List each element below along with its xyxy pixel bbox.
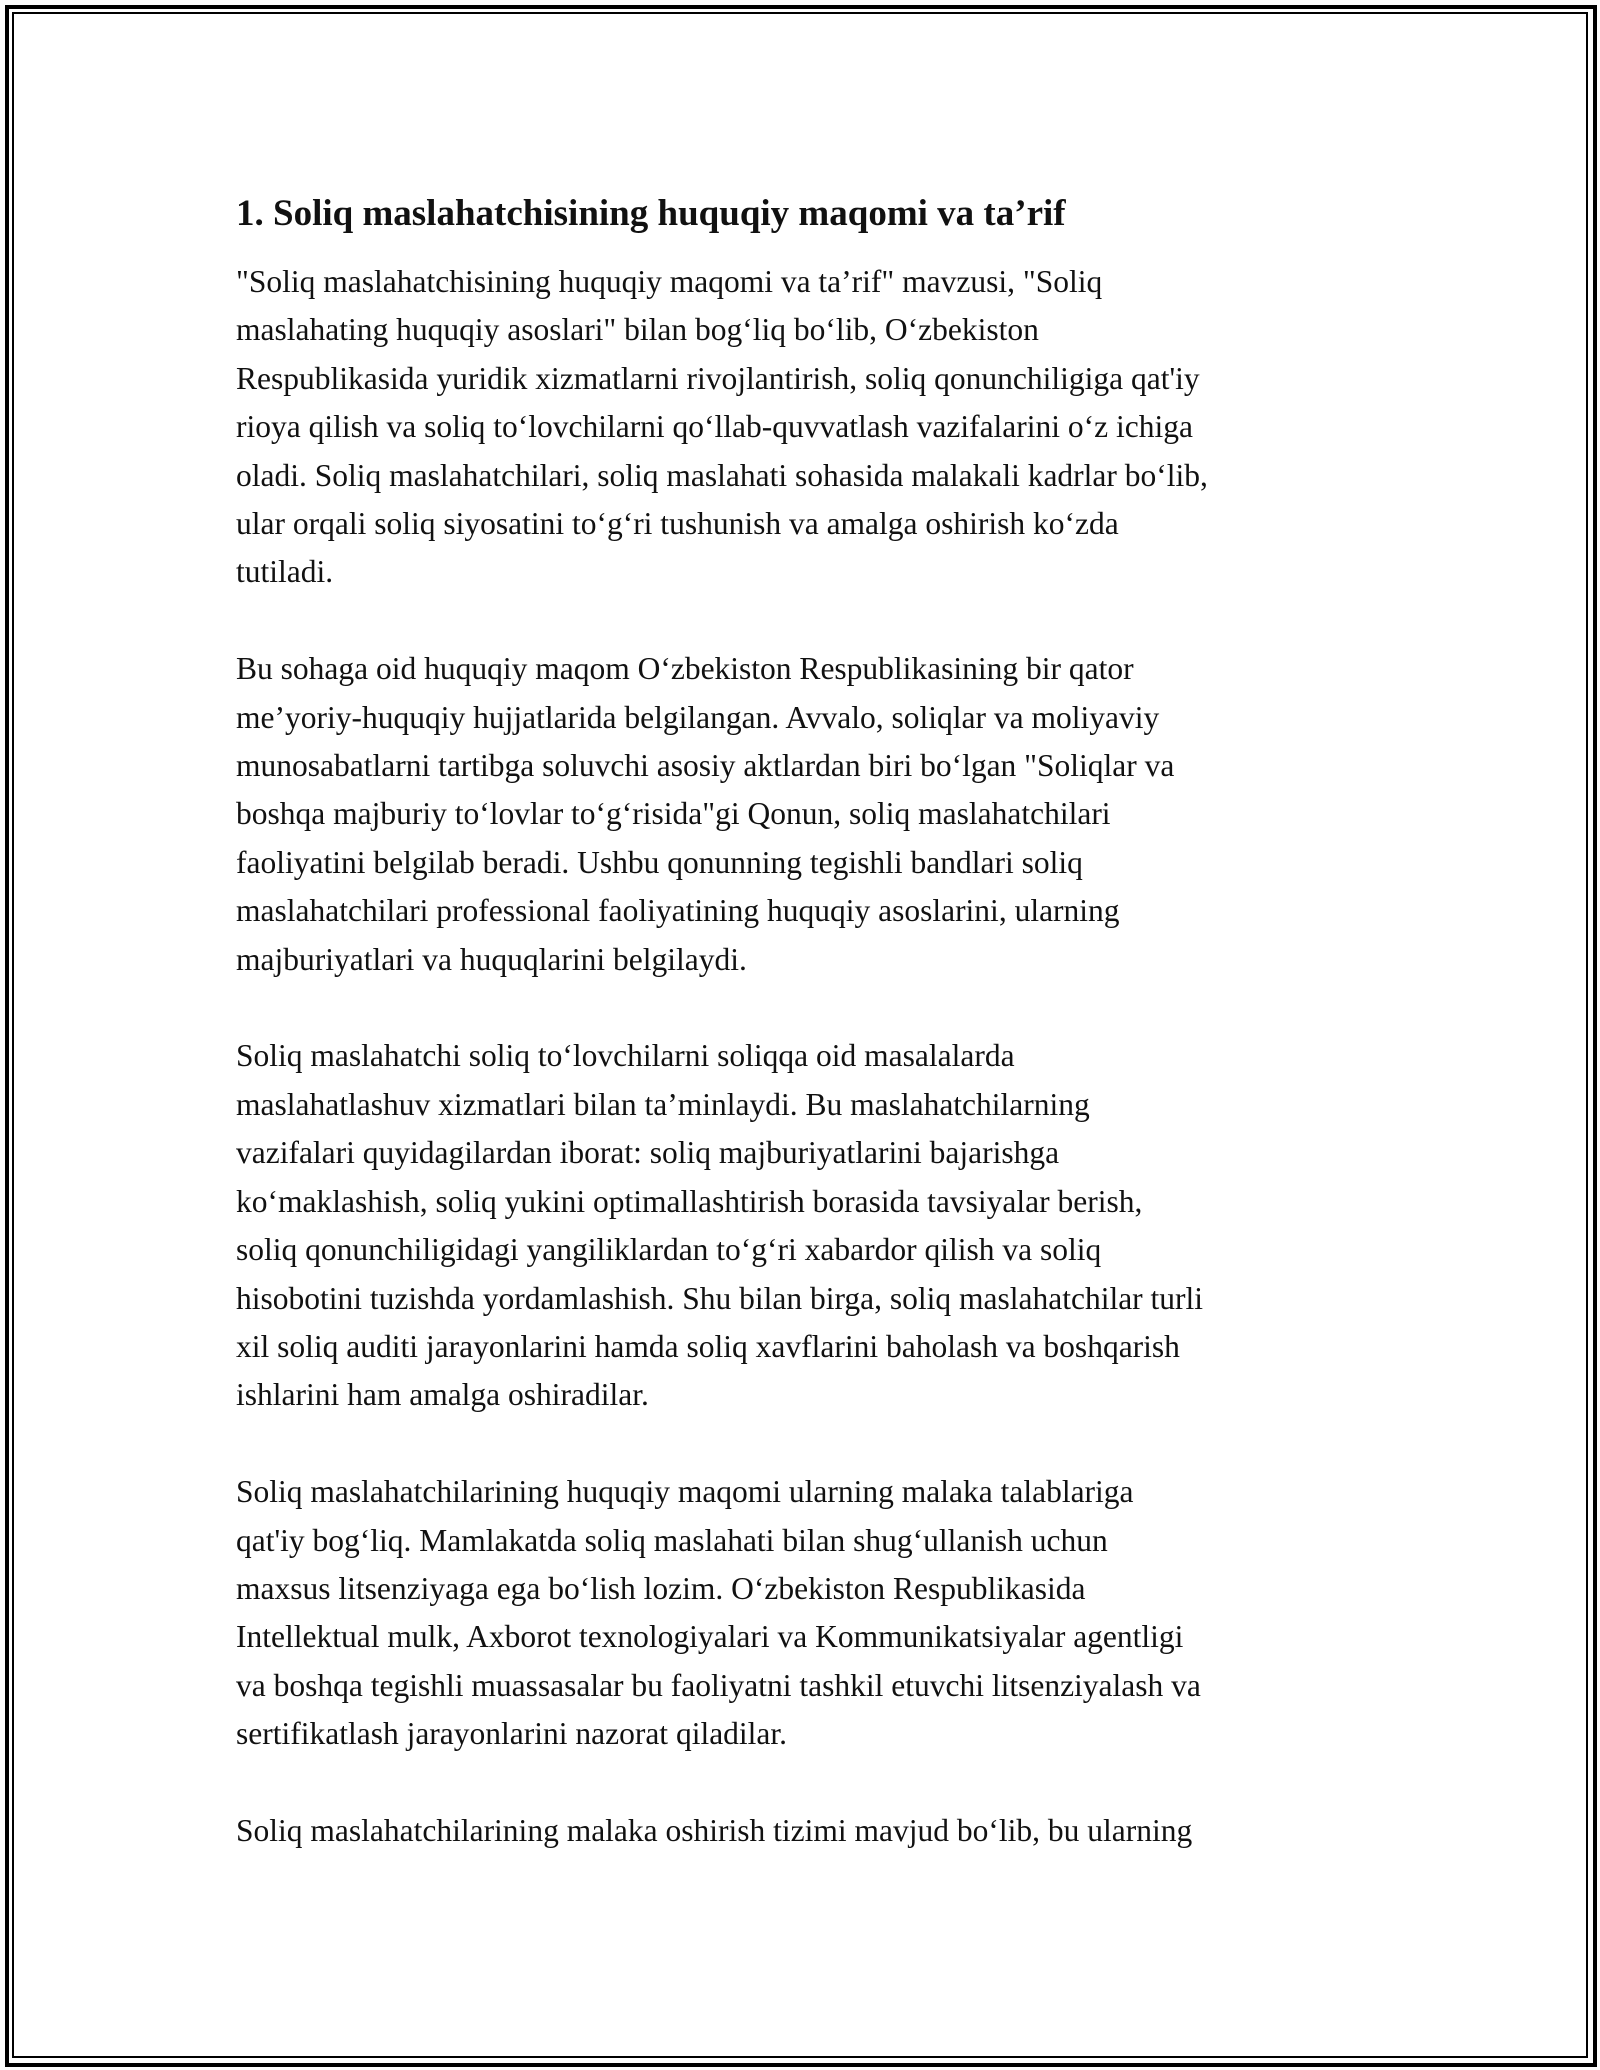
text-line: faoliyatini belgilab beradi. Ushbu qonunning tegishli bandlari soliq xyxy=(236,844,1083,880)
text-line: Soliq maslahatchilarining huquqiy maqomi ularning malaka talablariga xyxy=(236,1474,1134,1510)
text-line: boshqa majburiy to‘lovlar to‘g‘risida"gi Qonun, soliq maslahatchilari xyxy=(236,796,1111,832)
text-line: ishlarini ham amalga oshiradilar. xyxy=(236,1377,649,1413)
document-body xyxy=(236,188,1386,1904)
text-line: majburiyatlari va huquqlarini belgilaydi. xyxy=(236,941,747,977)
text-line: tutiladi. xyxy=(236,554,334,590)
text-line: Intellektual mulk, Axborot texnologiyalari va Kommunikatsiyalar agentligi xyxy=(236,1619,1184,1655)
text-line: maslahating huquqiy asoslari" bilan bog‘liq bo‘lib, O‘zbekiston xyxy=(236,312,1039,348)
text-line: munosabatlarni tartibga soluvchi asosiy aktlardan biri bo‘lgan "Soliqlar va xyxy=(236,748,1175,784)
text-line: ular orqali soliq siyosatini to‘g‘ri tushunish va amalga oshirish ko‘zda xyxy=(236,506,1119,542)
text-line: Respublikasida yuridik xizmatlarni rivojlantirish, soliq qonunchiligiga qat'iy xyxy=(236,360,1200,396)
text-line: maslahatlashuv xizmatlari bilan ta’minlaydi. Bu maslahatchilarning xyxy=(236,1086,1090,1122)
text-line: rioya qilish va soliq to‘lovchilarni qo‘llab-quvvatlash vazifalarini o‘z ichiga xyxy=(236,409,1193,445)
text-line: ko‘maklashish, soliq yukini optimallashtirish borasida tavsiyalar berish, xyxy=(236,1183,1143,1219)
text-line: Soliq maslahatchi soliq to‘lovchilarni soliqqa oid masalalarda xyxy=(236,1038,1015,1074)
paragraph-3 xyxy=(236,1032,1386,1419)
paragraph-4 xyxy=(236,1468,1386,1758)
paragraph-1 xyxy=(236,258,1386,597)
text-line: "Soliq maslahatchisining huquqiy maqomi va ta’rif" mavzusi, "Soliq xyxy=(236,264,1103,299)
paragraph-5 xyxy=(236,1807,1386,1855)
text-line: sertifikatlash jarayonlarini nazorat qiladilar. xyxy=(236,1716,788,1752)
text-line: maslahatchilari professional faoliyatining huquqiy asoslarini, ularning xyxy=(236,893,1120,929)
section-heading: 1. Soliq maslahatchisining huquqiy maqomi va ta’rif xyxy=(236,193,1066,234)
text-line: maxsus litsenziyaga ega bo‘lish lozim. O‘zbekiston Respublikasida xyxy=(236,1570,1086,1606)
text-line: oladi. Soliq maslahatchilari, soliq maslahati sohasida malakali kadrlar bo‘lib, xyxy=(236,457,1208,493)
text-line: Bu sohaga oid huquqiy maqom O‘zbekiston Respublikasining bir qator xyxy=(236,651,1134,687)
text-line: me’yoriy-huquqiy hujjatlarida belgilangan. Avvalo, soliqlar va moliyaviy xyxy=(236,699,1160,735)
text-line: va boshqa tegishli muassasalar bu faoliyatni tashkil etuvchi litsenziyalash va xyxy=(236,1667,1201,1703)
text-line: soliq qonunchiligidagi yangiliklardan to‘g‘ri xabardor qilish va soliq xyxy=(236,1232,1102,1268)
text-line: xil soliq auditi jarayonlarini hamda soliq xavflarini baholash va boshqarish xyxy=(236,1328,1180,1364)
paragraph-2 xyxy=(236,645,1386,984)
text-line: hisobotini tuzishda yordamlashish. Shu bilan birga, soliq maslahatchilar turli xyxy=(236,1280,1204,1316)
text-line: vazifalari quyidagilardan iborat: soliq majburiyatlarini bajarishga xyxy=(236,1135,1060,1171)
text-line: Soliq maslahatchilarining malaka oshirish tizimi mavjud bo‘lib, bu ularning xyxy=(236,1812,1193,1848)
text-line: qat'iy bog‘liq. Mamlakatda soliq maslahati bilan shug‘ullanish uchun xyxy=(236,1522,1108,1558)
